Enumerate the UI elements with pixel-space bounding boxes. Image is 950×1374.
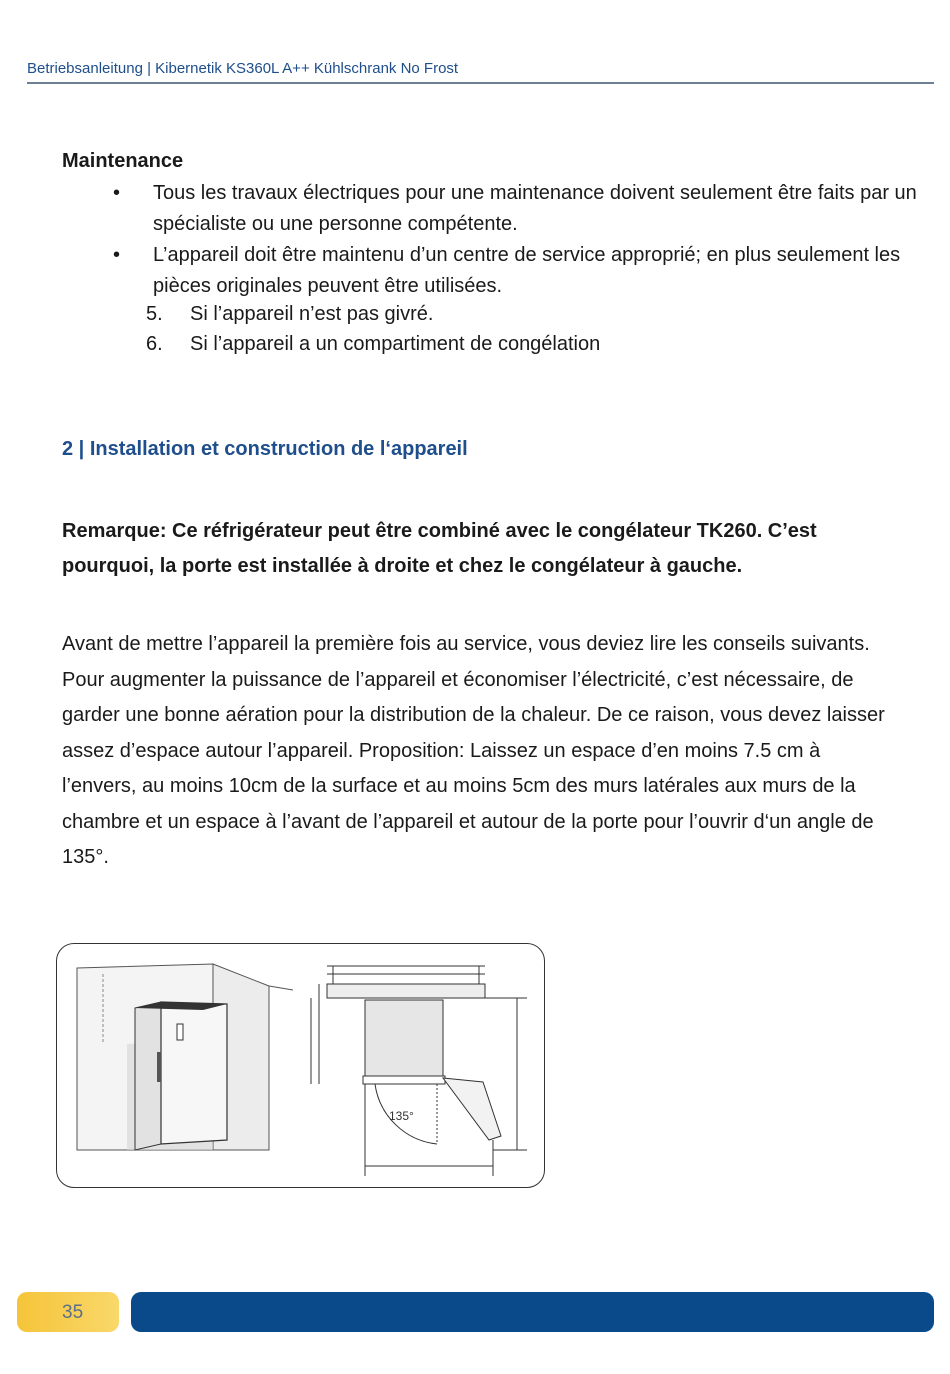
bullet-item [62,178,922,240]
page-number-badge [17,1292,119,1332]
bullet-icon: • [113,182,121,204]
bullet-text: Tous les travaux électriques pour une maintenance doivent seulement être faits par un spécialiste ou une personne compétente. [153,182,917,235]
bullet-text: L’appareil doit être maintenu d’un centre de service approprié; en plus seulement les pièces originales peuvent être utilisées. [153,244,901,297]
footer-bar [131,1292,934,1332]
header-divider [27,82,934,84]
installation-figure [56,943,545,1188]
item-number: 5. [146,303,163,325]
installation-diagram [57,944,544,1187]
page-number: 35 [62,1302,84,1323]
maintenance-bullet-list [62,178,922,302]
numbered-text: Si l’appareil n’est pas givré. [190,303,434,325]
remark-note: Remarque: Ce réfrigérateur peut être combiné avec le congélateur TK260. C’est pourquoi, la porte est installée à droite et chez le congélateur à gauche. [62,520,817,577]
door-angle-label: 135° [389,1109,414,1123]
numbered-text: Si l’appareil a un compartiment de congélation [190,333,601,355]
numbered-item [62,299,922,329]
maintenance-numbered-list [62,299,922,359]
numbered-item [62,329,922,359]
maintenance-title: Maintenance [62,150,184,172]
document-header: Betriebsanleitung | Kibernetik KS360L A++ Kühlschrank No Frost [27,60,459,77]
installation-paragraph: Avant de mettre l’appareil la première fois au service, vous deviez lire les conseils suivants. Pour augmenter la puissance de l’appareil et économiser l’électricité, c’est nécessaire, de garder une bonne aération pour la distribution de la chaleur. De ce raison, vous devez laisser assez d’espace autour l’appareil. Proposition: Laissez un espace d’en moins 7.5 cm à l’envers, au moins 10cm de la surface et au moins 5cm des murs latérales aux murs de la chambre et un espace à l’avant de l’appareil et autour de la porte pour l’ouvrir d‘un angle de 135°. [62,633,885,868]
top-view-illustration [311,966,527,1176]
bullet-item [62,240,922,302]
section-heading: 2 | Installation et construction de l‘appareil [62,438,468,460]
item-number: 6. [146,333,163,355]
bullet-icon: • [113,244,121,266]
room-corner-illustration [77,964,293,1150]
